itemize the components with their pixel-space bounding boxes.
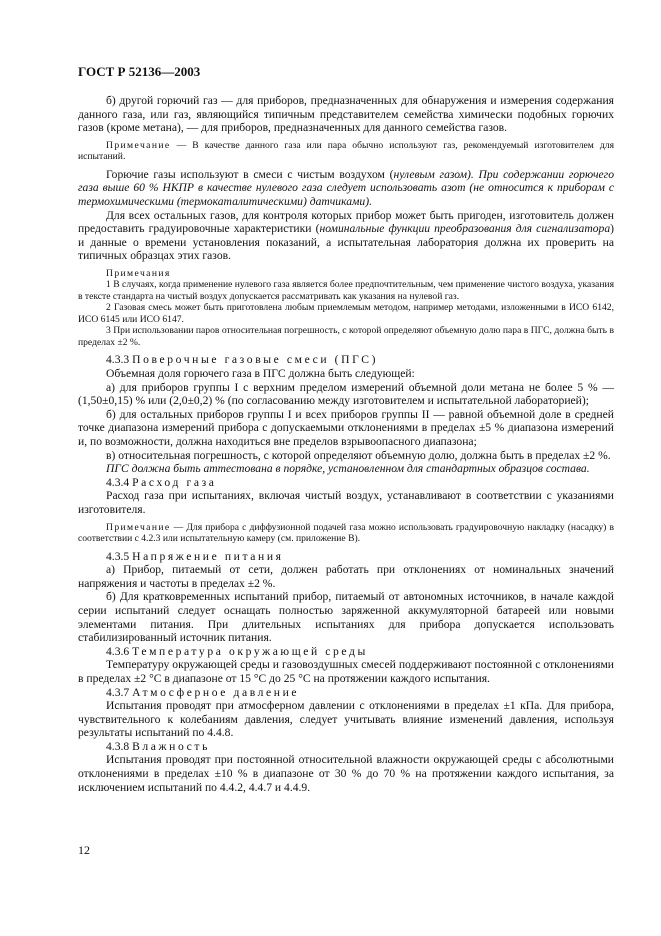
paragraph: Расход газа при испытаниях, включая чистый воздух, устанавливают в соответствии с указаниями изготовителя. bbox=[78, 489, 614, 516]
paragraph-combustible-gases bbox=[78, 168, 614, 209]
section-title: Напряжение питания bbox=[132, 549, 284, 563]
text-run: ) и данные о времени установления показаний, а испытательная лаборатория должна их проверить на типичных образцах этих газов. bbox=[78, 222, 614, 263]
italic-run: нулевым газом). При содержании горючего газа выше 60 % НКПР в качестве нулевого газа следует использовать азот (не относится к приборам с термохимическими (термокаталитическими) датчиками). bbox=[78, 167, 614, 208]
text-run: Горючие газы используют в смеси с чистым воздухом ( bbox=[106, 167, 394, 181]
page-number: 12 bbox=[78, 843, 90, 857]
note-label: Примечание bbox=[106, 521, 171, 533]
note-gas-flow bbox=[78, 522, 614, 545]
note-item: 2 Газовая смесь может быть приготовлена любым приемлемым методом, например методами, изложенными в ИСО 6142, ИСО 6145 или ИСО 6147. bbox=[78, 302, 614, 325]
section-title: Поверочные газовые смеси (ПГС) bbox=[132, 353, 379, 367]
section-heading-4-3-7 bbox=[78, 686, 614, 700]
section-number: 4.3.7 bbox=[106, 685, 130, 699]
italic-run: ПГС должна быть аттестована в порядке, установленном для стандартных образцов состава. bbox=[106, 462, 590, 476]
section-heading-4-3-8 bbox=[78, 740, 614, 754]
paragraph: Температуру окружающей среды и газовоздушных смесей поддерживают постоянной с отклонениями в пределах ±2 °С в диапазоне от 15 °С до 25 °С на протяжении каждого испытания. bbox=[78, 658, 614, 685]
note-gas bbox=[78, 140, 614, 163]
paragraph: б) для остальных приборов группы I и всех приборов группы II — равной объемной доле в средней точке диапазона измерений прибора с допускаемыми отклонениями в пределах ±5 % диапазона измерений и, по возможности, должна находиться вне пределов взрывоопасного диапазона; bbox=[78, 407, 614, 448]
section-number: 4.3.4 bbox=[106, 475, 130, 489]
paragraph-gas-b: б) другой горючий газ — для приборов, предназначенных для обнаружения и измерения содержания данного газа, или газ, являющийся типичным представителем семейства химически подобных горючих газов (кроме метана), — для приборов, предназначенных для данного семейства газов. bbox=[78, 94, 614, 135]
note-label: Примечание bbox=[106, 139, 171, 151]
text-run: Для всех остальных газов, для контроля которых прибор может быть пригоден, изготовитель должен предоставить градуировочные характеристики ( bbox=[78, 208, 614, 236]
note-item: 1 В случаях, когда применение нулевого газа является более предпочтительным, чем применение чистого воздуха, указания в тексте стандарта на чистый воздух допускается рассматривать как указания на нулевой газ. bbox=[78, 279, 614, 302]
section-title: Расход газа bbox=[132, 475, 217, 489]
notes-heading bbox=[78, 268, 614, 280]
paragraph: Испытания проводят при постоянной относительной влажности окружающей среды с абсолютными отклонениями в пределах ±10 % в диапазоне от 30 % до 70 % на протяжении каждого испытания, за исключением испытаний по 4.4.2, 4.4.7 и 4.4.9. bbox=[78, 753, 614, 794]
paragraph-other-gases bbox=[78, 209, 614, 263]
note-text: — В качестве данного газа или пара обычно используют газ, рекомендуемый изготовителем для испытаний. bbox=[78, 139, 614, 163]
section-heading-4-3-4 bbox=[78, 476, 614, 490]
paragraph: б) Для кратковременных испытаний прибор, питаемый от автономных источников, в начале каждой серии испытаний следует оснащать полностью заряженной аккумуляторной батареей или новыми элементами питания. При длительных испытаниях для прибора допускается использовать стабилизированный источник питания. bbox=[78, 590, 614, 645]
section-title: Температура окружающей среды bbox=[132, 644, 368, 658]
note-text: — Для прибора с диффузионной подачей газа можно использовать градуировочную накладку (насадку) в соответствии с 4.2.3 или испытательную камеру (см. приложение В). bbox=[78, 521, 614, 545]
section-heading-4-3-5 bbox=[78, 550, 614, 564]
paragraph-italic bbox=[78, 462, 614, 476]
paragraph: Испытания проводят при атмосферном давлении с отклонениями в пределах ±1 кПа. Для прибора, чувствительного к колебаниям давления, следует учитывать влияние изменений давления, используя результаты испытаний по 4.4.8. bbox=[78, 699, 614, 740]
section-number: 4.3.5 bbox=[106, 549, 130, 563]
paragraph: а) для приборов группы I с верхним пределом измерений объемной доли метана не более 5 % — (1,50±0,15) % или (2,0±0,2) % (по согласованию между изготовителем и испытательной лабораторией); bbox=[78, 380, 614, 408]
paragraph: в) относительная погрешность, с которой определяют объемную долю, должна быть в пределах ±2 %. bbox=[106, 448, 611, 462]
section-heading-4-3-3 bbox=[78, 353, 614, 367]
section-number: 4.3.8 bbox=[106, 739, 130, 753]
document-header: ГОСТ Р 52136—2003 bbox=[78, 64, 201, 79]
paragraph: Объемная доля горючего газа в ПГС должна быть следующей: bbox=[106, 367, 415, 381]
section-heading-4-3-6 bbox=[78, 645, 614, 659]
notes-heading-label: Примечания bbox=[106, 267, 171, 279]
note-item: 3 При использовании паров относительная погрешность, с которой определяют объемную долю пара в ПГС, должна быть в пределах ±2 %. bbox=[78, 325, 614, 348]
section-number: 4.3.3 bbox=[106, 353, 130, 367]
section-title: Атмосферное давление bbox=[132, 685, 300, 699]
section-title: Влажность bbox=[132, 739, 210, 753]
paragraph: а) Прибор, питаемый от сети, должен работать при отклонениях от номинальных значений напряжения и частоты в пределах ±2 %. bbox=[78, 563, 614, 590]
section-number: 4.3.6 bbox=[106, 644, 130, 658]
italic-run: номинальные функции преобразования для сигнализатора bbox=[319, 222, 611, 236]
document-body bbox=[78, 94, 614, 794]
